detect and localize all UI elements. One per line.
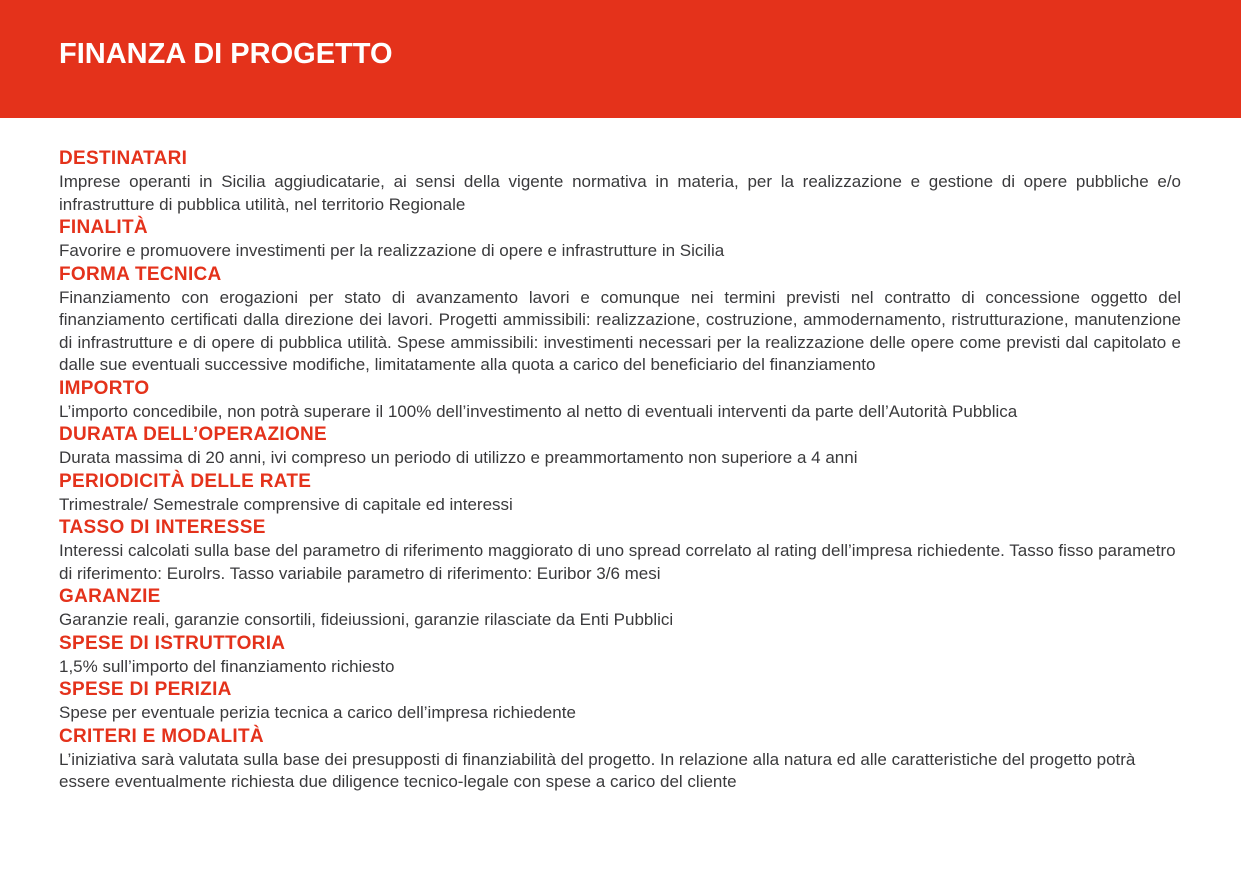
section-durata-operazione [59, 423, 1181, 470]
section-text: L’iniziativa sarà valutata sulla base dei presupposti di finanziabilità del progetto. In relazione alla natura ed alle caratteristiche del progetto potrà essere eventualmente richiesta due diligence tecnico-legale con spese a carico del cliente [59, 749, 1136, 791]
section-heading: PERIODICITÀ DELLE RATE [59, 470, 312, 492]
section-text: Trimestrale/ Semestrale comprensive di capitale ed interessi [59, 494, 513, 514]
section-criteri-modalita [59, 725, 1181, 794]
section-spese-perizia [59, 678, 1181, 725]
section-heading: FINALITÀ [59, 217, 148, 238]
section-text: L’importo concedibile, non potrà superare il 100% dell’investimento al netto di eventuali interventi da parte dell’Autorità Pubblica [59, 401, 1018, 421]
section-text: Favorire e promuovere investimenti per la realizzazione di opere e infrastrutture in Sicilia [59, 241, 725, 260]
section-periodicita-rate [59, 470, 1181, 517]
section-finalita [59, 216, 1181, 263]
section-text: Durata massima di 20 anni, ivi compreso un periodo di utilizzo e preammortamento non superiore a 4 anni [59, 448, 858, 467]
section-heading: DESTINATARI [59, 148, 188, 169]
section-text: Interessi calcolati sulla base del parametro di riferimento maggiorato di uno spread correlato al rating dell’impresa richiedente. Tasso fisso parametro di riferimento: Eurolrs. Tasso variabile parametro di riferimento: Euribor 3/6 mesi [59, 541, 1176, 583]
section-heading: GARANZIE [59, 586, 161, 607]
section-forma-tecnica [59, 263, 1181, 377]
section-text: 1,5% sull’importo del finanziamento richiesto [59, 656, 395, 676]
section-importo [59, 377, 1181, 424]
section-heading: SPESE DI PERIZIA [59, 679, 232, 700]
section-text: Spese per eventuale perizia tecnica a carico dell’impresa richiedente [59, 703, 576, 722]
section-text: Finanziamento con erogazioni per stato di avanzamento lavori e comunque nei termini previsti nel contratto di concessione oggetto del finanziamento certificati dalla direzione dei lavori. Progetti ammissibili: realizzazione, costruzione, ammodernamento, ristrutturazione, manutenzione di infrastrutture e di opere di pubblica utilità. Spese ammissibili: investimenti necessari per la realizzazione delle opere come previsti dal capitolato e dalle sue eventuali successive modifiche, limitatamente alla quota a carico del beneficiario del finanziamento [59, 287, 1181, 374]
section-heading: DURATA DELL’OPERAZIONE [59, 424, 328, 445]
page-title: FINANZA DI PROGETTO [59, 38, 393, 70]
section-spese-istruttoria [59, 632, 1181, 679]
section-heading: TASSO DI INTERESSE [59, 517, 266, 538]
section-tasso-interesse [59, 516, 1181, 585]
section-text: Imprese operanti in Sicilia aggiudicatarie, ai sensi della vigente normativa in materia, per la realizzazione e gestione di opere pubbliche e/o infrastrutture di pubblica utilità, nel territorio Regionale [59, 172, 1181, 214]
section-heading: SPESE DI ISTRUTTORIA [59, 632, 286, 654]
title-banner [0, 0, 1241, 118]
section-garanzie [59, 585, 1181, 632]
section-destinatari [59, 147, 1181, 216]
document-body [59, 147, 1181, 794]
section-text: Garanzie reali, garanzie consortili, fideiussioni, garanzie rilasciate da Enti Pubblici [59, 610, 674, 629]
section-heading: CRITERI E MODALITÀ [59, 725, 264, 747]
section-heading: IMPORTO [59, 377, 150, 399]
section-heading: FORMA TECNICA [59, 263, 222, 285]
